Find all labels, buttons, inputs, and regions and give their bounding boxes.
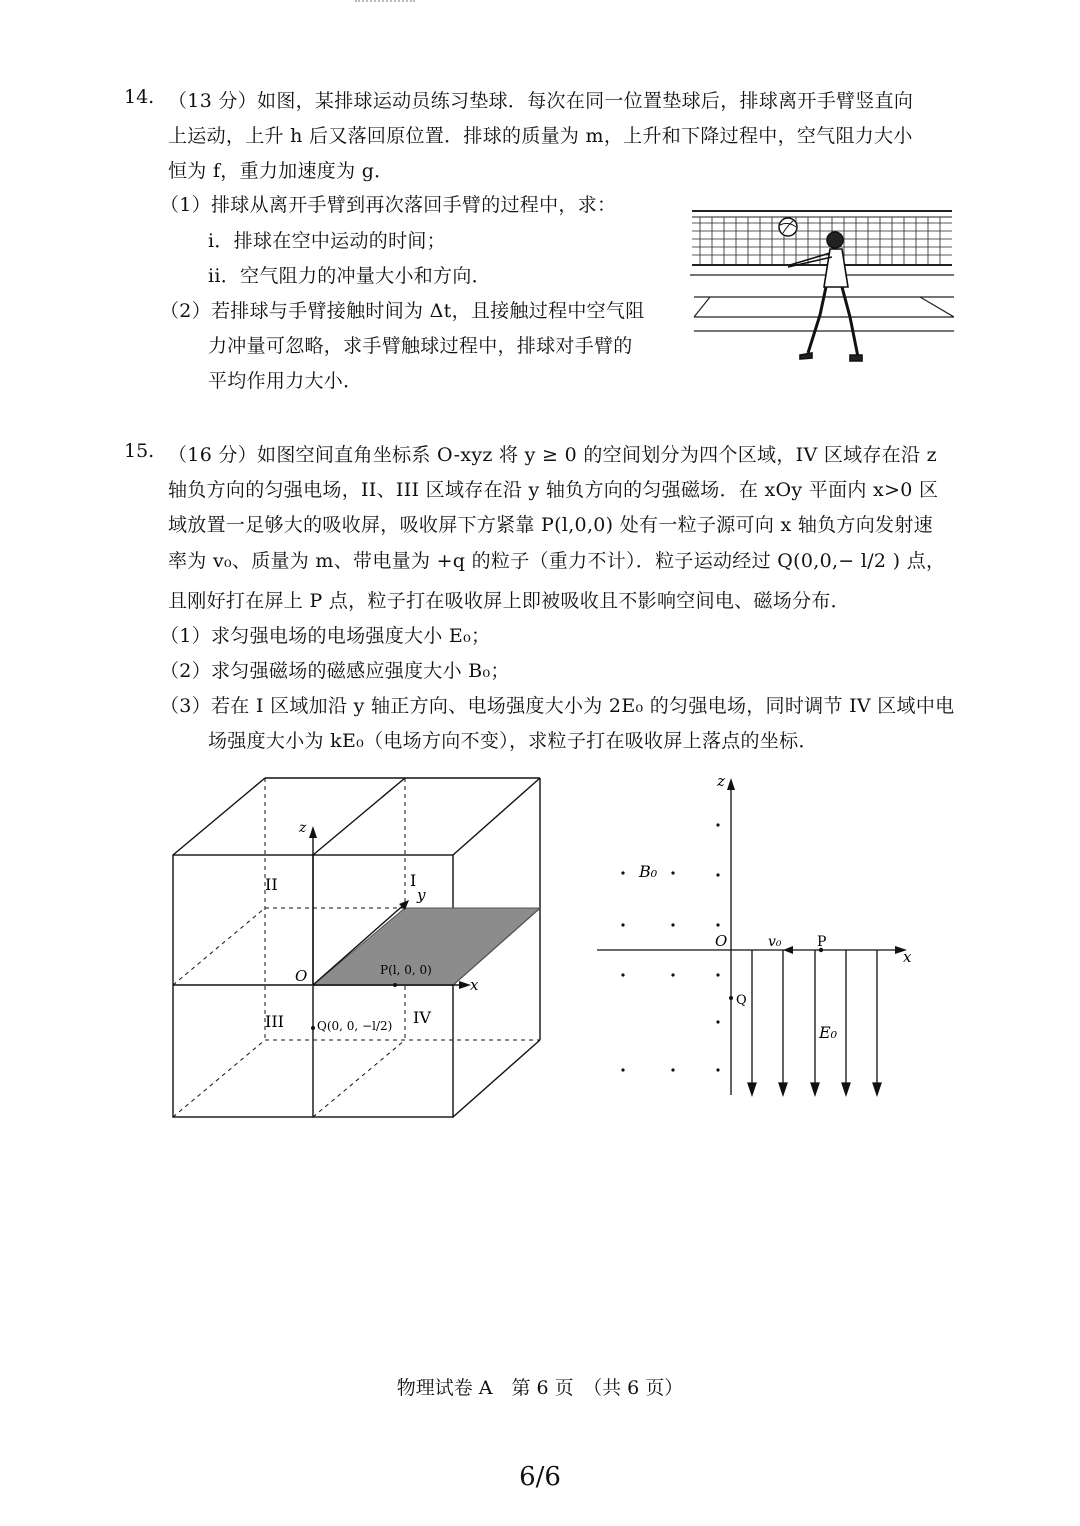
question-15-part-1: （1）求匀强电场的电场强度大小 E₀； <box>160 625 491 647</box>
point-q-marker <box>311 1026 315 1030</box>
question-15-text-line-2: 轴负方向的匀强电场，II、III 区域存在沿 y 轴负方向的匀强磁场．在 xOy 平面内 x>0 区 <box>168 479 939 501</box>
z-axis-label: z <box>299 820 307 836</box>
question-15-text-line-3: 域放置一足够大的吸收屏，吸收屏下方紧靠 P(l,0,0) 处有一粒子源可向 x 轴负方向发射速 <box>168 514 933 536</box>
electric-field-lines <box>748 950 881 1095</box>
point-p-label: P <box>817 934 827 950</box>
scan-mark <box>355 0 415 8</box>
question-15-text-line-1: （16 分）如图空间直角坐标系 O-xyz 将 y ≥ 0 的空间划分为四个区域，IV 区域存在沿 z <box>168 444 937 466</box>
point-q-label: Q(0, 0, −l/2) <box>317 1019 393 1033</box>
origin-label: O <box>295 967 308 985</box>
volleyball-net <box>690 211 954 275</box>
question-14-part-2-line-2: 力冲量可忽略，求手臂触球过程中，排球对手臂的 <box>208 335 633 357</box>
x-axis-label: x <box>903 948 912 966</box>
question-15-text-line-5: 且刚好打在屏上 P 点，粒子打在吸收屏上即被吸收且不影响空间电、磁场分布． <box>168 590 850 612</box>
magnetic-field-label: B₀ <box>639 862 658 881</box>
volleyball-ball-icon <box>779 218 797 236</box>
figure-2d-xz-plane <box>595 770 925 1100</box>
question-14-part-1-ii: ii．空气阻力的冲量大小和方向． <box>208 265 491 287</box>
z-axis-arrow-icon <box>727 778 735 790</box>
z-axis-arrow-icon <box>309 826 317 838</box>
point-p-label: P(l, 0, 0) <box>380 963 432 977</box>
question-15-part-2: （2）求匀强磁场的磁感应强度大小 B₀； <box>160 660 510 682</box>
question-15-text-line-4: 率为 v₀、质量为 m、带电量为 +q 的粒子（重力不计）．粒子运动经过 Q(0,0,− l/2 ) 点， <box>168 550 946 572</box>
question-15-part-3-line-1: （3）若在 I 区域加沿 y 轴正方向、电场强度大小为 2E₀ 的匀强电场，同时调节 IV 区域中电 <box>160 695 955 717</box>
point-p-marker <box>393 983 397 987</box>
region-3-label: III <box>265 1012 284 1031</box>
question-14-text-line-3: 恒为 f，重力加速度为 g． <box>168 160 394 182</box>
question-15-number: 15. <box>124 440 155 462</box>
velocity-label: v₀ <box>768 934 782 950</box>
region-4-label: IV <box>413 1008 431 1027</box>
question-14-part-2-line-3: 平均作用力大小． <box>208 370 363 392</box>
page-counter: 6/6 <box>519 1462 561 1492</box>
question-14-number: 14. <box>124 86 155 108</box>
page-footer: 物理试卷 A 第 6 页 （共 6 页） <box>396 1377 684 1399</box>
origin-label: O <box>715 932 728 950</box>
velocity-arrow-icon <box>783 946 793 954</box>
question-15-part-3-line-2: 场强度大小为 kE₀（电场方向不变），求粒子打在吸收屏上落点的坐标． <box>208 730 818 752</box>
question-14-part-1-i: i．排球在空中运动的时间； <box>208 230 446 252</box>
region-1-label: I <box>410 871 417 890</box>
region-2-label: II <box>265 875 278 894</box>
question-14-text-line-2: 上运动，上升 h 后又落回原位置．排球的质量为 m，上升和下降过程中，空气阻力大小 <box>168 125 913 147</box>
figure-3d-regions <box>165 770 550 1125</box>
volleyball-illustration <box>690 205 954 375</box>
x-axis-label: x <box>470 976 479 994</box>
question-14-part-1: （1）排球从离开手臂到再次落回手臂的过程中，求： <box>160 194 617 216</box>
electric-field-label: E₀ <box>819 1023 838 1042</box>
magnetic-field-dots <box>621 823 719 1071</box>
z-axis-label: z <box>717 772 725 790</box>
point-q-marker <box>729 996 733 1000</box>
y-axis-label: y <box>417 886 426 904</box>
question-14-text-line-1: （13 分）如图，某排球运动员练习垫球．每次在同一位置垫球后，排球离开手臂竖直向 <box>168 90 914 112</box>
question-14-part-2-line-1: （2）若排球与手臂接触时间为 Δt，且接触过程中空气阻 <box>160 300 645 322</box>
point-q-label: Q <box>736 993 747 1008</box>
